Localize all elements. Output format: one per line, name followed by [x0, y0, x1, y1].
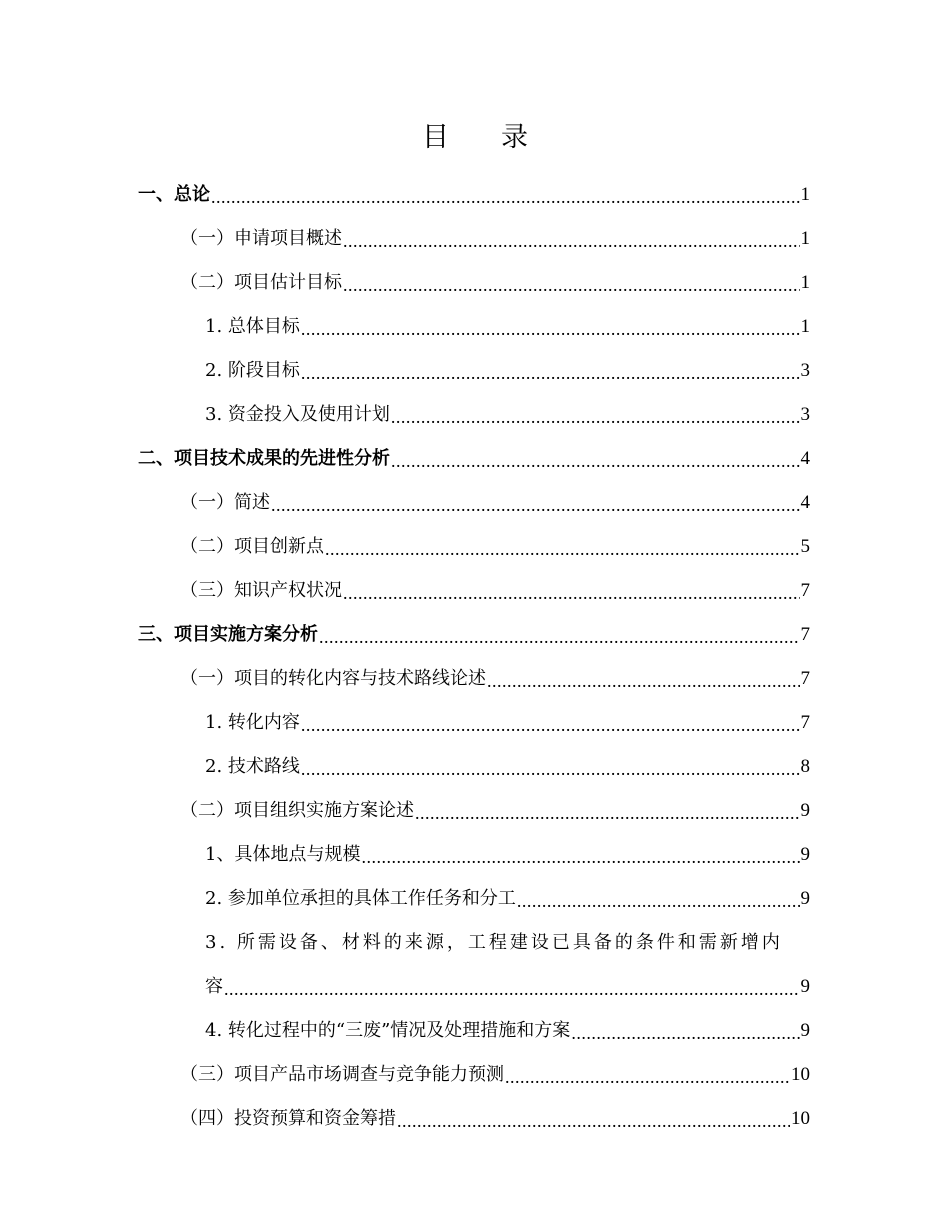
dot-leader [301, 358, 800, 384]
dot-leader [487, 666, 800, 692]
dot-leader [271, 490, 800, 516]
toc-entry-text: （四）投资预算和资金筹措 [180, 1108, 396, 1129]
toc-page-number: 5 [800, 536, 810, 557]
dot-leader [343, 578, 800, 604]
toc-entry[interactable] [180, 1088, 810, 1132]
toc-entry-text: 2. 参加单位承担的具体工作任务和分工 [205, 888, 516, 909]
toc-entry-text: 二、项目技术成果的先进性分析 [138, 448, 390, 469]
toc-entry-text: （一）申请项目概述 [180, 228, 342, 249]
dot-leader [224, 974, 800, 1000]
toc-entry[interactable] [205, 736, 810, 780]
toc-page-number: 9 [800, 1020, 810, 1041]
toc-page-number: 9 [800, 800, 810, 821]
toc-title: 目录 [422, 122, 580, 153]
toc-entry-text: （二）项目创新点 [180, 536, 324, 557]
toc-page-number: 7 [800, 712, 810, 733]
toc-page-number: 7 [800, 624, 810, 645]
toc-entry-text: （一）简述 [180, 492, 270, 513]
toc-page-number: 7 [800, 580, 810, 601]
toc-entry-text: 2. 技术路线 [205, 756, 300, 777]
toc-entry-text: （二）项目估计目标 [180, 272, 342, 293]
toc-page-number: 3 [800, 404, 810, 425]
toc-entry[interactable] [180, 208, 810, 252]
toc-page-number: 1 [800, 272, 810, 293]
dot-leader [343, 226, 800, 252]
toc-entry-text: 1. 转化内容 [205, 712, 300, 733]
toc-entry[interactable] [138, 604, 810, 648]
toc-entry-text-continued: 容 [205, 976, 223, 997]
dot-leader [517, 886, 800, 912]
toc-page-number: 7 [800, 668, 810, 689]
toc-page-number: 1 [800, 316, 810, 337]
toc-page-number: 10 [791, 1064, 810, 1085]
dot-leader [211, 182, 800, 208]
toc-entry-text: 1. 总体目标 [205, 316, 300, 337]
toc-entry[interactable] [205, 824, 810, 868]
dot-leader [391, 402, 800, 428]
toc-entry[interactable] [205, 340, 810, 384]
toc-page-number: 1 [800, 184, 810, 205]
dot-leader [301, 754, 800, 780]
toc-entry-wrapped-line[interactable] [205, 912, 810, 956]
toc-page-number: 8 [800, 756, 810, 777]
toc-entry[interactable] [180, 1044, 810, 1088]
toc-page-number: 3 [800, 360, 810, 381]
dot-leader [505, 1062, 790, 1088]
toc-page-number: 9 [800, 976, 810, 997]
toc-entry-text: 三、项目实施方案分析 [138, 624, 318, 645]
dot-leader [361, 842, 799, 868]
toc-entry-text: 4. 转化过程中的“三废”情况及处理措施和方案 [205, 1020, 571, 1041]
toc-entry-text: 2. 阶段目标 [205, 360, 300, 381]
dot-leader [325, 534, 800, 560]
toc-entry-text: （二）项目组织实施方案论述 [180, 800, 414, 821]
toc-entry-text: （三）项目产品市场调查与竞争能力预测 [180, 1064, 504, 1085]
toc-page-number: 4 [800, 448, 810, 469]
toc-entry[interactable] [180, 780, 810, 824]
toc-entry-text: （三）知识产权状况 [180, 580, 342, 601]
toc-entry[interactable] [205, 956, 810, 1000]
toc-entry[interactable] [205, 384, 810, 428]
toc-entry[interactable] [180, 560, 810, 604]
toc-entry[interactable] [180, 472, 810, 516]
toc-page-number: 4 [800, 492, 810, 513]
toc-entry[interactable] [205, 868, 810, 912]
toc-entry[interactable] [205, 1000, 810, 1044]
toc-entry-text: 一、总论 [138, 184, 210, 205]
toc-page-number: 9 [800, 844, 810, 865]
dot-leader [343, 270, 800, 296]
dot-leader [415, 798, 800, 824]
toc-entry[interactable] [180, 648, 810, 692]
toc-entry-text: （一）项目的转化内容与技术路线论述 [180, 668, 486, 689]
dot-leader [571, 1018, 799, 1044]
dot-leader [319, 622, 800, 648]
toc-entry[interactable] [205, 296, 810, 340]
toc-page-number: 9 [800, 888, 810, 909]
dot-leader [397, 1106, 790, 1132]
dot-leader [301, 314, 800, 340]
toc-page-number: 10 [791, 1108, 810, 1129]
toc-entry-text: 3. 所需设备、材料的来源，工程建设已具备的条件和需新增内 [205, 932, 783, 953]
dot-leader [301, 710, 800, 736]
toc-entry[interactable] [180, 252, 810, 296]
toc-entry[interactable] [205, 692, 810, 736]
toc-entry[interactable] [138, 428, 810, 472]
toc-entry[interactable] [138, 164, 810, 208]
dot-leader [391, 446, 800, 472]
toc-page-number: 1 [800, 228, 810, 249]
toc-entry[interactable] [180, 516, 810, 560]
toc-entry-text: 3. 资金投入及使用计划 [205, 404, 390, 425]
toc-entry-text: 1、具体地点与规模 [205, 844, 361, 865]
